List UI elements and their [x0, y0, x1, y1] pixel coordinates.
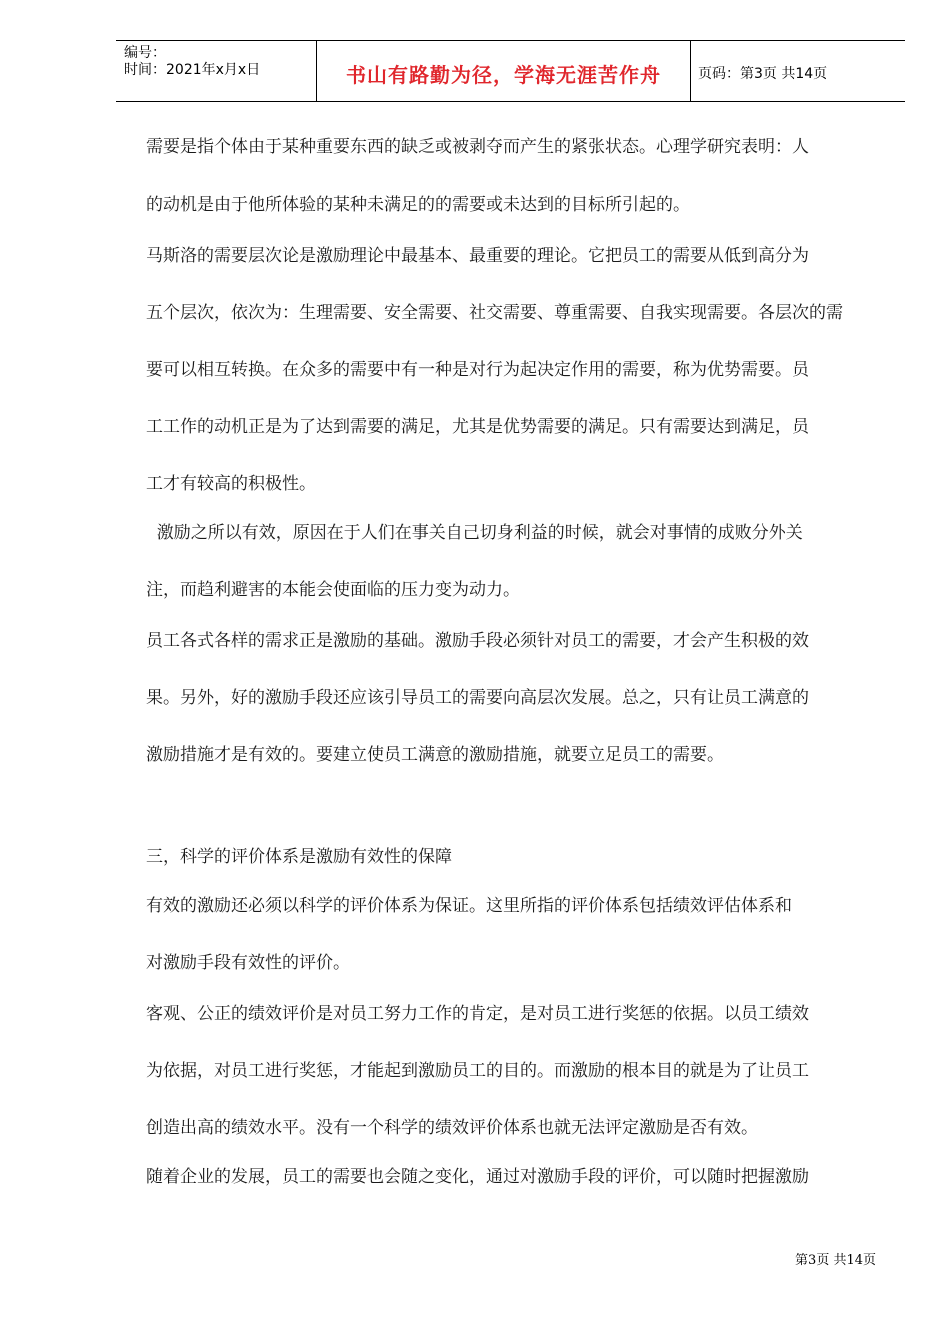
header-page-cell [690, 41, 905, 101]
body-line: 工工作的动机正是为了达到需要的满足，尤其是优势需要的满足。只有需要达到满足，员 [146, 417, 809, 437]
page-header [116, 40, 905, 102]
body-line: 客观、公正的绩效评价是对员工努力工作的肯定，是对员工进行奖惩的依据。以员工绩效 [146, 1004, 809, 1024]
body-line: 果。另外，好的激励手段还应该引导员工的需要向高层次发展。总之，只有让员工满意的 [146, 688, 809, 708]
body-line: 要可以相互转换。在众多的需要中有一种是对行为起决定作用的需要，称为优势需要。员 [146, 360, 809, 380]
date-label: 时间：2021年x月x日 [124, 62, 261, 78]
body-line: 五个层次，依次为：生理需要、安全需要、社交需要、尊重需要、自我实现需要。各层次的需 [146, 303, 843, 323]
body-line: 工才有较高的积极性。 [146, 474, 316, 494]
body-line: 随着企业的发展，员工的需要也会随之变化，通过对激励手段的评价，可以随时把握激励 [146, 1167, 809, 1187]
body-line: 激励措施才是有效的。要建立使员工满意的激励措施，就要立足员工的需要。 [146, 745, 724, 765]
header-page-number: 页码：第3页 共14页 [698, 66, 828, 82]
body-line: 注，而趋利避害的本能会使面临的压力变为动力。 [146, 580, 520, 600]
body-line: 激励之所以有效，原因在于人们在事关自己切身利益的时候，就会对事情的成败分外关 [146, 523, 803, 543]
section-heading: 三，科学的评价体系是激励有效性的保障 [146, 847, 452, 867]
body-line: 创造出高的绩效水平。没有一个科学的绩效评价体系也就无法评定激励是否有效。 [146, 1118, 758, 1138]
serial-number-label: 编号： [124, 45, 166, 61]
body-line: 有效的激励还必须以科学的评价体系为保证。这里所指的评价体系包括绩效评估体系和 [146, 896, 792, 916]
body-line: 为依据，对员工进行奖惩，才能起到激励员工的目的。而激励的根本目的就是为了让员工 [146, 1061, 809, 1081]
header-motto: 书山有路勤为径，学海无涯苦作舟 [346, 63, 661, 87]
body-line: 员工各式各样的需求正是激励的基础。激励手段必须针对员工的需要，才会产生积极的效 [146, 631, 809, 651]
page-footer: 第3页 共14页 [795, 1253, 876, 1268]
body-line: 马斯洛的需要层次论是激励理论中最基本、最重要的理论。它把员工的需要从低到高分为 [146, 246, 809, 266]
header-meta-cell [116, 41, 316, 101]
header-motto-cell [316, 41, 691, 101]
body-line: 需要是指个体由于某种重要东西的缺乏或被剥夺而产生的紧张状态。心理学研究表明：人 [146, 137, 809, 157]
body-line: 的动机是由于他所体验的某种未满足的的需要或未达到的目标所引起的。 [146, 195, 690, 215]
body-line: 对激励手段有效性的评价。 [146, 953, 350, 973]
